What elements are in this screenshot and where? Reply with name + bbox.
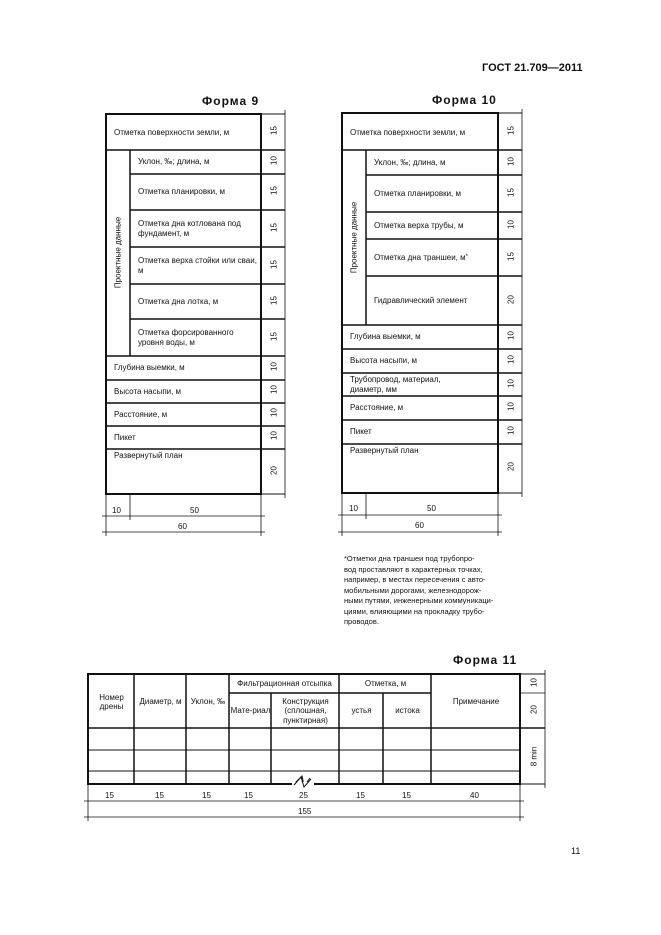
form9-row: Отметка верха стойки или сваи, м [138,256,257,275]
form11-col-width: 25 [299,791,308,800]
form9-top-row: Отметка поверхности земли, м [114,128,230,138]
form10-row: Высота насыпи, м [350,356,418,366]
form10-height: 15 [506,188,516,197]
form11-col-width: 15 [402,791,411,800]
standard-code: ГОСТ 21.709—2011 [482,62,583,74]
form10-height: 10 [506,331,516,340]
form10-row-text: Отметка дна траншеи, м [374,252,466,262]
col-mouth: устья [351,706,372,716]
form11-row-height: 8 min [529,746,539,767]
footnote-line: *Отметки дна траншеи под трубопро- [344,554,475,563]
col-diameter: Диаметр, м [139,697,182,707]
form9-height: 10 [269,385,279,394]
form10-row: Уклон, ‰; длина, м [374,157,446,167]
form9-row: Высота насыпи, м [114,386,182,396]
form10-row: Отметка планировки, м [374,188,461,198]
form9-height: 15 [269,332,279,341]
form9-height: 15 [269,296,279,305]
form10-footnote [344,554,529,628]
form10-dim-main: 50 [427,504,436,513]
form9-row: Расстояние, м [114,409,168,419]
col-filter: Фильтрационная отсыпка [237,679,332,689]
form10-height: 10 [506,157,516,166]
form10-dim-total: 60 [415,521,424,530]
form10-height: 15 [506,252,516,261]
col-drain: Номер дрены [99,692,124,711]
col-note: Примечание [452,697,500,707]
col-marks: Отметка, м [364,679,407,689]
footnote-line: например, в местах пересечения с авто- [344,575,486,584]
form11-row-height: 10 [529,678,539,687]
form11-col-width: 15 [356,791,365,800]
form9-row: Развернутый план [114,451,183,460]
form9-group-label: Проектные данные [113,216,123,289]
col-material: Мате-риал [230,706,271,716]
form10-row: Гидравлический элемент [374,295,468,305]
form9-row: Отметка форсированного уровня воды, м [138,328,234,347]
form9-dim-main: 50 [190,506,199,515]
form10-height: 15 [506,126,516,135]
form9-row: Отметка дна лотка, м [138,296,219,306]
form10-row [368,239,498,276]
form11-title: Форма 11 [453,653,518,667]
form10-height: 10 [506,355,516,364]
form10-title: Форма 10 [432,93,497,107]
form10-row: Пикет [350,427,372,437]
form10-row: Развернутый план [350,446,419,455]
form9-row: Отметка планировки, м [138,187,225,197]
form11-col-width: 15 [244,791,253,800]
form11-col-width: 15 [155,791,164,800]
form11-total-width: 155 [298,807,312,816]
form10-top-row: Отметка поверхности земли, м [350,127,466,137]
form9-row: Отметка дна котлована под фундамент, м [138,219,241,238]
page-number: 11 [571,846,581,856]
col-slope: Уклон, ‰ [190,697,226,707]
form10-row: Глубина выемки, м [350,332,421,342]
col-source: истока [395,706,420,716]
form10-row: Отметка верха трубы, м [374,220,464,230]
form9-height: 15 [269,186,279,195]
footnote-line: вод проставляют в характерных точках, [344,564,483,574]
form9-height: 10 [269,408,279,417]
footnote-line: проводов. [344,617,379,626]
form10-height: 10 [506,220,516,229]
form11-row-height: 20 [529,705,539,714]
col-construction: Конструкция (сплошная, пунктирная) [282,696,329,725]
form9-height: 15 [269,126,279,135]
form9-height: 15 [269,260,279,269]
form9-row: Глубина выемки, м [114,363,185,373]
footnote-line: мобильными дорогами, железнодорож- [344,585,482,595]
form9-dim-left: 10 [112,506,121,515]
form9-height: 10 [269,156,279,165]
form11-col-width: 15 [105,791,114,800]
form9-height: 10 [269,362,279,371]
form9-height: 15 [269,223,279,232]
form9-title: Форма 9 [202,94,260,108]
footnote-line: ными путями, инженерными коммуникаци- [344,596,494,605]
form10-group-label: Проектные данные [349,201,359,274]
form9-height: 20 [269,466,279,475]
form10-height: 10 [506,379,516,388]
form10-height: 10 [506,402,516,411]
form10-height: 10 [506,426,516,435]
form9-row: Уклон, ‰; длина, м [138,157,210,167]
form11-col-width: 40 [470,791,479,800]
form10-height: 20 [506,295,516,304]
footnote-line: циями, влияющими на прокладку трубо- [344,606,485,616]
form9-row: Пикет [114,432,136,442]
form9-dim-total: 60 [178,522,187,531]
footnote-mark: * [465,253,468,260]
form10-row: Расстояние, м [350,403,404,413]
form10-height: 20 [506,462,516,471]
form10-dim-left: 10 [349,504,358,513]
form10-row: Трубопровод, материал, диаметр, мм [350,375,441,394]
form9-height: 10 [269,431,279,440]
form11-col-width: 15 [202,791,211,800]
